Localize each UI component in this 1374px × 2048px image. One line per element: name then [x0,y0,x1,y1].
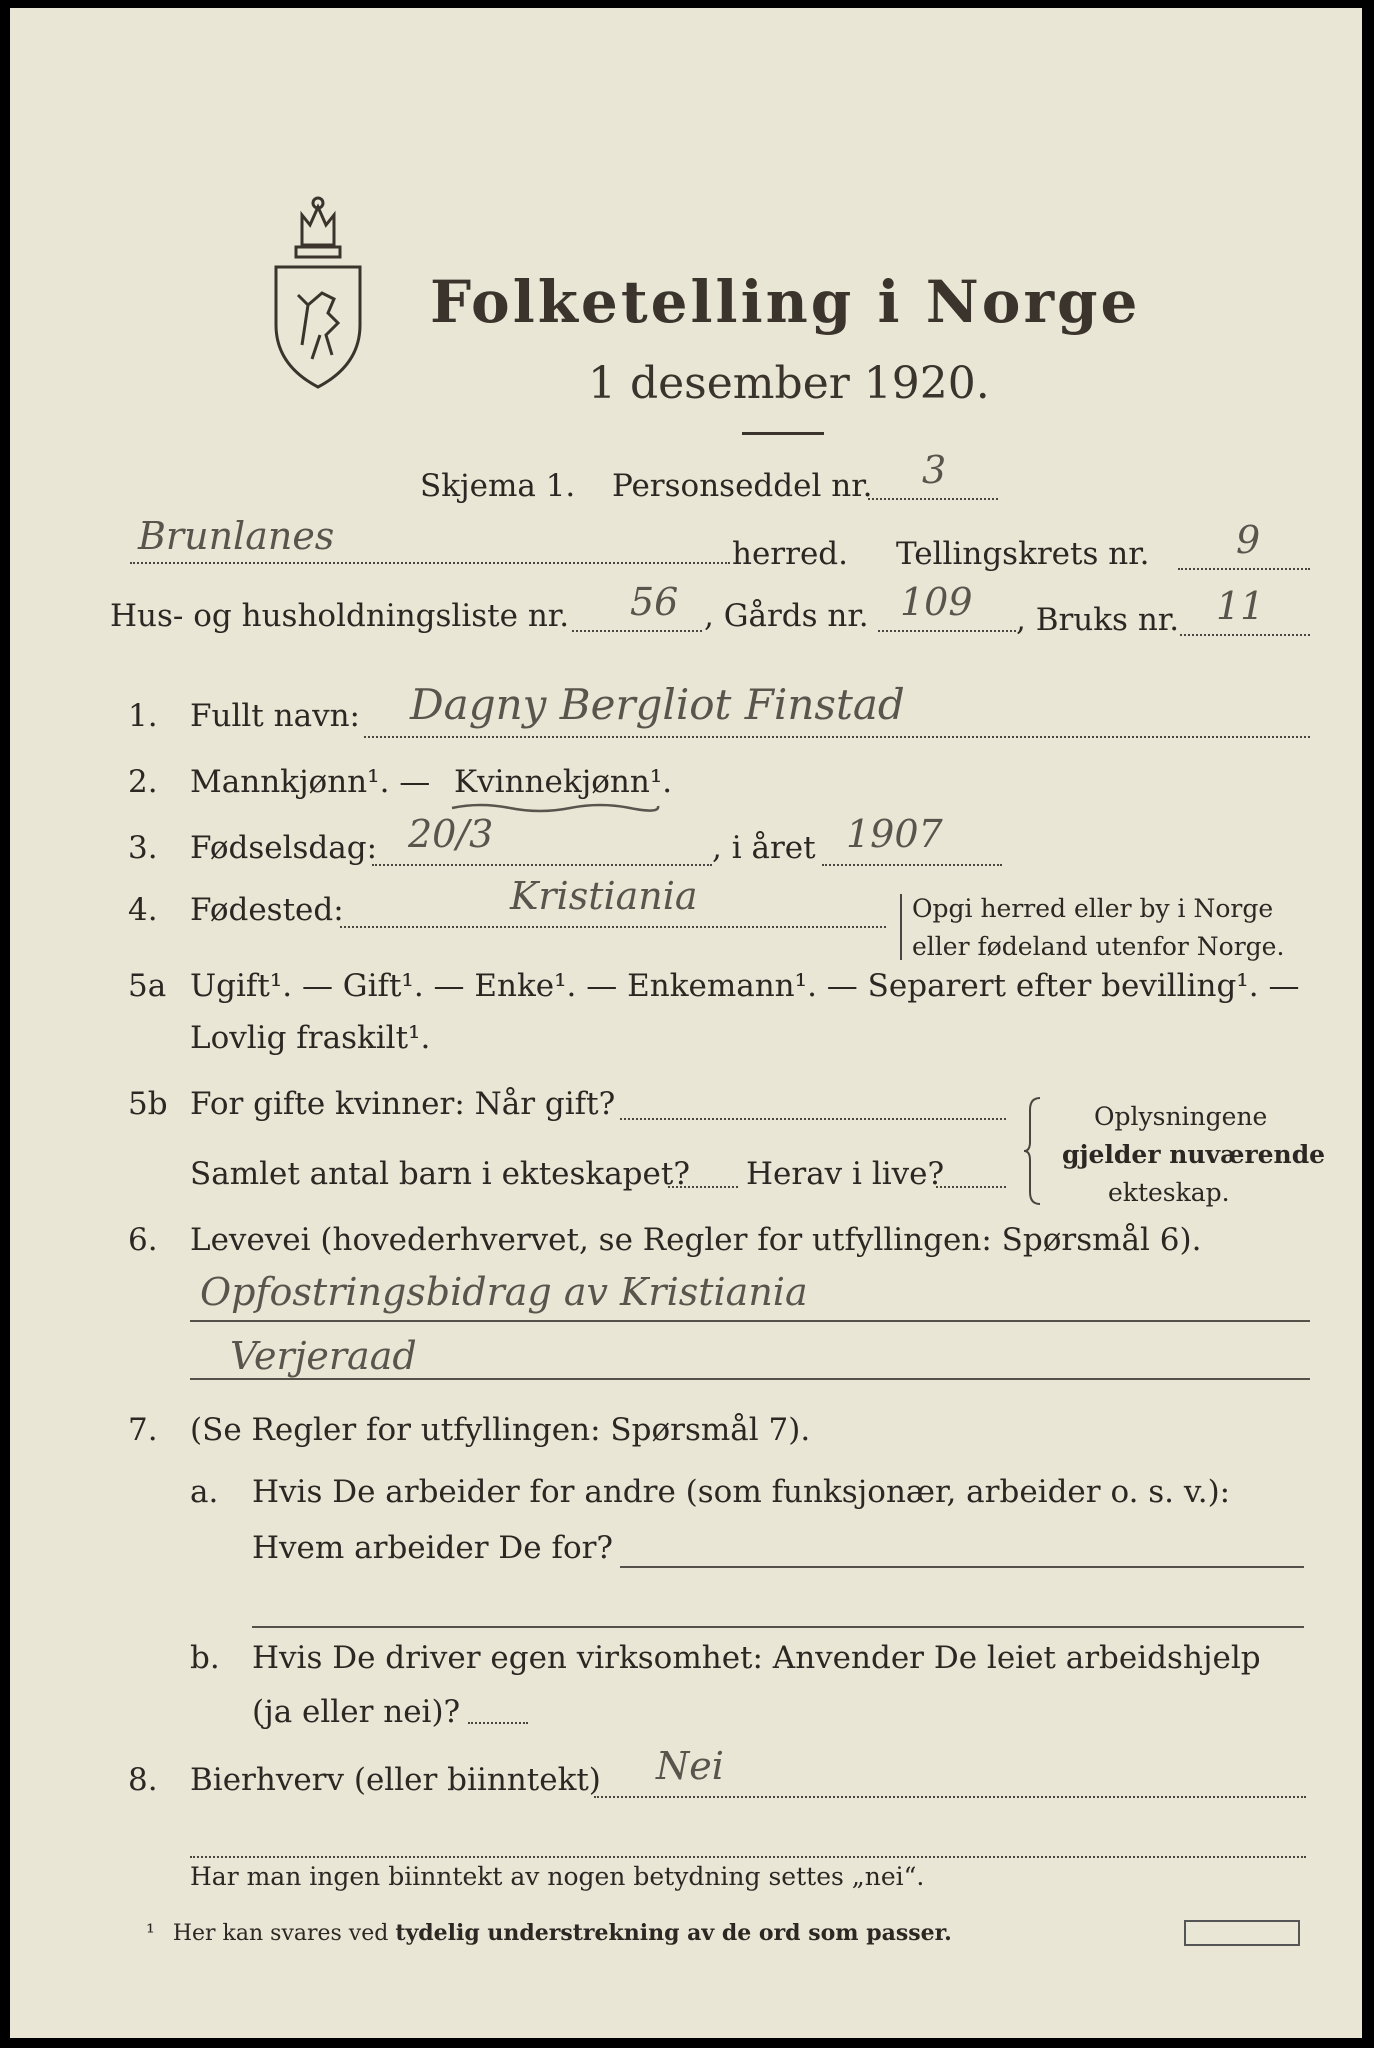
q8-number: 8. [128,1762,158,1798]
form-title: Folketelling i Norge [430,268,1141,336]
occupation-value-line2: Verjeraad [230,1334,417,1378]
birthplace-note-line1: Opgi herred eller by i Norge [912,894,1274,923]
hired-help-field[interactable] [468,1722,528,1724]
marriage-note-brace-icon [1024,1096,1044,1206]
q7a-letter: a. [190,1474,219,1510]
printer-stamp [1184,1920,1300,1946]
husliste-label: Hus- og husholdningsliste nr. [110,598,570,634]
occupation-field-line2[interactable] [190,1378,1310,1380]
side-income-label: Bierhverv (eller biinntekt) [190,1762,601,1798]
personseddel-label: Personseddel nr. [612,468,873,504]
q2-number: 2. [128,764,158,800]
tellingskrets-label: Tellingskrets nr. [896,536,1150,572]
husliste-field[interactable] [572,630,702,632]
full-name-value: Dagny Bergliot Finstad [410,680,905,729]
q5b-number: 5b [128,1086,168,1122]
q7-number: 7. [128,1412,158,1448]
herred-value: Brunlanes [138,514,335,558]
q7-label: (Se Regler for utfyllingen: Spørsmål 7). [190,1412,811,1448]
q7b-question: Hvis De driver egen virksomhet: Anvender De leiet arbeidshjelp [252,1640,1261,1676]
herred-field[interactable] [130,562,730,564]
birthplace-value: Kristiania [510,874,698,918]
footnote-emphasis: tydelig understrekning av de ord som passer. [395,1920,952,1946]
married-when-field[interactable] [620,1118,1006,1120]
children-total-label: Samlet antal barn i ekteskapet? [190,1156,690,1192]
birthday-field[interactable] [372,864,712,866]
birthday-value: 20/3 [408,812,494,856]
personseddel-value: 3 [922,448,947,492]
bruks-field[interactable] [1180,634,1310,636]
herred-label: herred. [732,536,848,572]
birthplace-note-line2: eller fødeland utenfor Norge. [912,932,1285,961]
employer-label: Hvem arbeider De for? [252,1530,614,1566]
birth-year-label: , i året [712,830,816,866]
tellingskrets-field[interactable] [1178,568,1310,570]
children-alive-label: Herav i live? [746,1156,945,1192]
occupation-label: Levevei (hovederhvervet, se Regler for utfyllingen: Spørsmål 6). [190,1222,1202,1258]
birth-year-value: 1907 [846,812,943,856]
tellingskrets-value: 9 [1236,518,1261,562]
skjema-label: Skjema 1. [420,468,576,504]
q3-label: Fødselsdag: [190,830,378,866]
side-income-field[interactable] [594,1796,1306,1798]
gaards-field[interactable] [878,630,1016,632]
children-alive-field[interactable] [936,1186,1006,1188]
q3-number: 3. [128,830,158,866]
gaards-label: , Gårds nr. [704,598,869,634]
q1-label: Fullt navn: [190,698,360,734]
bruks-label: , Bruks nr. [1016,602,1180,638]
marriage-note-line3: ekteskap. [1108,1178,1230,1207]
occupation-value-line1: Opfostringsbidrag av Kristiania [200,1270,808,1314]
married-when-label: For gifte kvinner: Når gift? [190,1086,616,1122]
footnote-mark: ¹ [146,1921,155,1946]
employer-field-extra[interactable] [252,1626,1304,1628]
q7b-letter: b. [190,1640,220,1676]
birthplace-note-brace [900,894,902,960]
q1-number: 1. [128,698,158,734]
marital-status-options[interactable]: Ugift¹. — Gift¹. — Enke¹. — Enkemann¹. — Separert efter bevilling¹. — [190,968,1300,1004]
sex-female-option[interactable]: Kvinnekjønn¹. [454,764,673,800]
q5a-number: 5a [128,968,167,1004]
q4-label: Fødested: [190,892,344,928]
title-divider [742,432,824,435]
personseddel-field[interactable] [868,498,998,500]
employer-field[interactable] [620,1566,1304,1568]
hired-help-label: (ja eller nei)? [252,1694,461,1730]
side-income-note: Har man ingen biinntekt av nogen betydning settes „nei“. [190,1862,925,1891]
husliste-value: 56 [630,580,679,624]
children-total-field[interactable] [668,1186,738,1188]
marriage-note-line1: Oplysningene [1094,1102,1268,1131]
sex-male-option[interactable]: Mannkjønn¹. — [190,764,431,800]
birthplace-field[interactable] [340,926,886,928]
occupation-field-line1[interactable] [190,1320,1310,1322]
footnote-text: Her kan svares ved [172,1921,389,1946]
full-name-field[interactable] [364,736,1310,738]
q6-number: 6. [128,1222,158,1258]
coat-of-arms-icon [262,195,374,390]
marital-status-divorced[interactable]: Lovlig fraskilt¹. [190,1020,431,1056]
marriage-note-line2: gjelder nuværende [1062,1140,1326,1169]
side-income-field-extra[interactable] [190,1856,1306,1858]
census-date: 1 desember 1920. [588,358,990,409]
footnote [146,1920,952,1946]
side-income-value: Nei [656,1744,724,1788]
q7a-question: Hvis De arbeider for andre (som funksjonær, arbeider o. s. v.): [252,1474,1231,1510]
birth-year-field[interactable] [822,864,1002,866]
gaards-value: 109 [900,580,973,624]
bruks-value: 11 [1216,584,1265,628]
q4-number: 4. [128,892,158,928]
